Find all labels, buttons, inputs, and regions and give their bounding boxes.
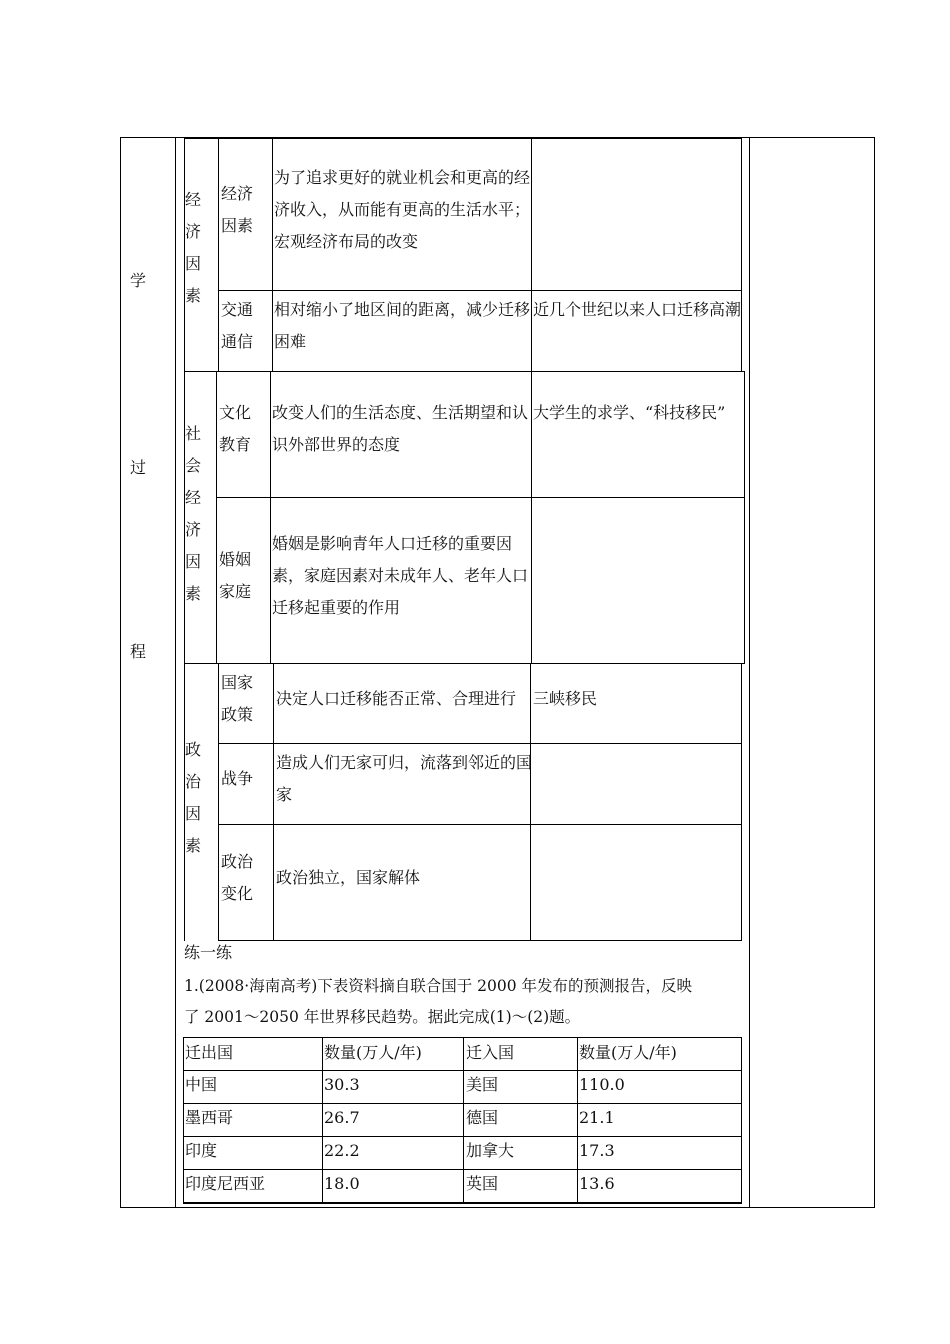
category-char: 因: [184, 804, 201, 823]
category-char: 济: [184, 222, 201, 241]
effect-text: 政治独立，国家解体: [276, 868, 421, 887]
category-char: 济: [184, 520, 201, 539]
category-char: 治: [184, 772, 201, 791]
category-char: 素: [184, 286, 201, 305]
table-cell: 13.6: [579, 1174, 615, 1193]
factor-label: 变化: [221, 884, 254, 903]
table-cell: 墨西哥: [185, 1108, 234, 1127]
example-text: 近几个世纪以来人口迁移高潮: [533, 300, 742, 319]
left-label-1: 学: [130, 271, 147, 290]
category-char: 素: [184, 584, 201, 603]
category-char: 素: [184, 836, 201, 855]
category-char: 因: [184, 552, 201, 571]
table-cell: 18.0: [324, 1174, 360, 1193]
left-label-2: 过: [130, 458, 147, 477]
category-char: 会: [184, 456, 201, 475]
example-text: 大学生的求学、“科技移民”: [533, 403, 726, 422]
table-cell: 21.1: [579, 1108, 615, 1127]
category-char: 社: [184, 424, 201, 443]
table-cell: 26.7: [324, 1108, 360, 1127]
effect-text: 婚姻是影响青年人口迁移的重要因素，家庭因素对未成年人、老年人口迁移起重要的作用: [272, 534, 529, 617]
table-cell: 印度尼西亚: [185, 1174, 266, 1193]
table-cell: 22.2: [324, 1141, 360, 1160]
table-cell: 美国: [466, 1075, 499, 1094]
factor-label: 战争: [221, 769, 254, 788]
factor-label: 经济: [221, 184, 254, 203]
question-line-1: 1.(2008·海南高考)下表资料摘自联合国于 2000 年发布的预测报告，反映: [184, 977, 693, 995]
factor-label: 教育: [219, 435, 252, 454]
table-cell: 中国: [185, 1075, 218, 1094]
category-char: 经: [184, 190, 201, 209]
table-cell: 17.3: [579, 1141, 615, 1160]
table-cell: 110.0: [579, 1075, 625, 1094]
table-header: 迁入国: [466, 1043, 515, 1062]
table-cell: 印度: [185, 1141, 218, 1160]
factor-label: 因素: [221, 216, 254, 235]
factor-label: 婚姻: [219, 550, 252, 569]
effect-text: 决定人口迁移能否正常、合理进行: [276, 689, 517, 708]
effect-text: 相对缩小了地区间的距离，减少迁移困难: [274, 300, 531, 351]
left-label-3: 程: [130, 642, 147, 661]
practice-heading: 练一练: [184, 943, 233, 962]
effect-text: 为了追求更好的就业机会和更高的经济收入，从而能有更高的生活水平；宏观经济布局的改变: [274, 168, 531, 251]
table-header: 迁出国: [185, 1043, 234, 1062]
table-cell: 30.3: [324, 1075, 360, 1094]
factor-label: 国家: [221, 673, 254, 692]
category-char: 经: [184, 488, 201, 507]
table-header: 数量(万人/年): [324, 1043, 422, 1062]
factor-label: 文化: [219, 403, 252, 422]
table-cell: 德国: [466, 1108, 499, 1127]
table-header: 数量(万人/年): [579, 1043, 677, 1062]
factor-label: 政策: [221, 705, 254, 724]
factor-label: 家庭: [219, 582, 252, 601]
question-line-2: 了 2001～2050 年世界移民趋势。据此完成(1)～(2)题。: [184, 1008, 581, 1026]
example-text: 三峡移民: [533, 689, 598, 708]
factor-label: 通信: [221, 332, 254, 351]
factor-label: 政治: [221, 852, 254, 871]
effect-text: 改变人们的生活态度、生活期望和认识外部世界的态度: [272, 403, 529, 454]
factor-label: 交通: [221, 300, 254, 319]
table-cell: 英国: [466, 1174, 499, 1193]
effect-text: 造成人们无家可归，流落到邻近的国家: [276, 753, 533, 804]
category-char: 政: [184, 740, 201, 759]
table-cell: 加拿大: [466, 1141, 515, 1160]
category-char: 因: [184, 254, 201, 273]
